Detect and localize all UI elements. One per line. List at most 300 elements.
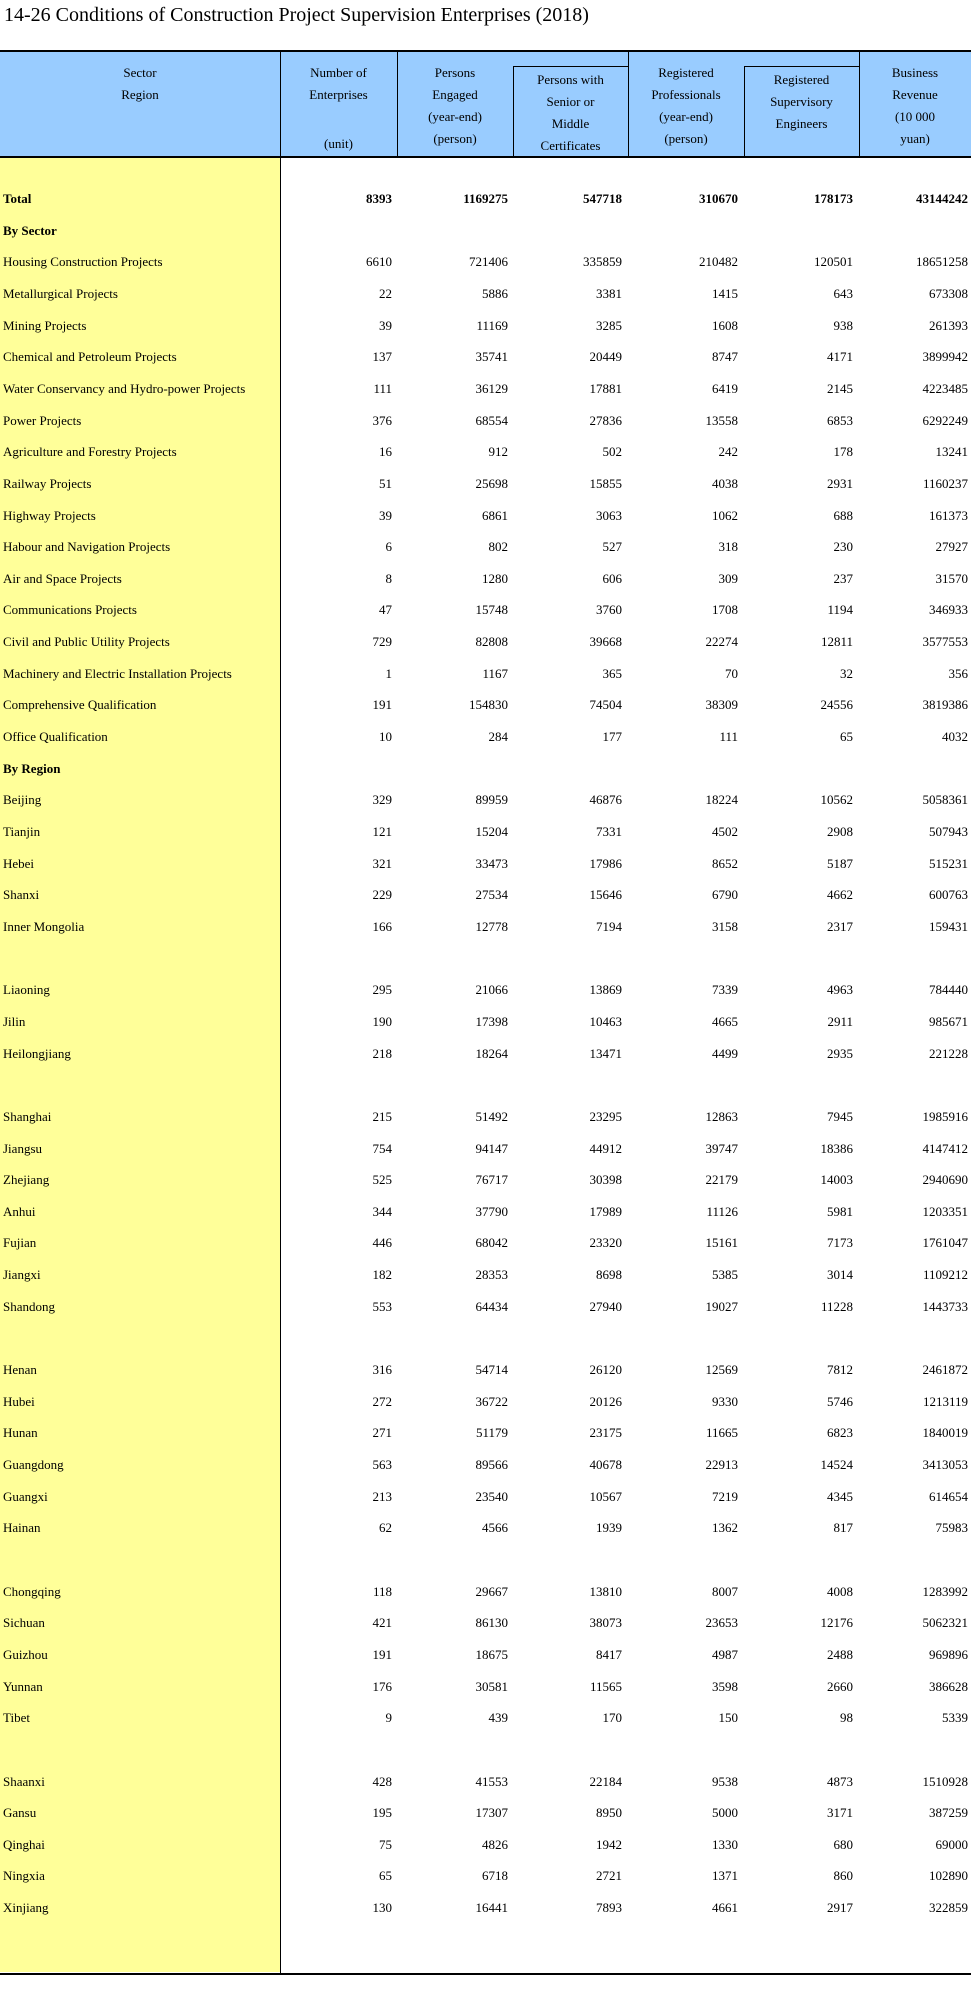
cell-value: 68042 (475, 1235, 508, 1251)
subheader-rule-left (513, 66, 628, 67)
header-sector-region-line: Region (121, 87, 159, 102)
cell-value: 3899942 (922, 349, 968, 365)
table-row (0, 568, 971, 590)
cell-value: 89959 (475, 792, 508, 808)
cell-value: 5000 (712, 1805, 738, 1821)
cell-value: 3014 (827, 1267, 853, 1283)
cell-value: 237 (833, 570, 853, 586)
cell-value: 421 (372, 1615, 392, 1631)
table-row (0, 188, 971, 210)
table-row (0, 1043, 971, 1065)
cell-value: 5187 (827, 855, 853, 871)
table-row (0, 599, 971, 621)
row-label: Hebei (3, 855, 35, 871)
cell-value: 221228 (929, 1045, 968, 1061)
cell-value: 13869 (589, 982, 622, 998)
cell-value: 614654 (929, 1488, 968, 1504)
cell-value: 1362 (712, 1520, 738, 1536)
cell-value: 39747 (705, 1140, 738, 1156)
cell-value: 817 (833, 1520, 853, 1536)
cell-value: 547718 (583, 191, 622, 206)
cell-value: 15748 (475, 602, 508, 618)
cell-value: 31570 (935, 570, 968, 586)
cell-value: 5746 (827, 1393, 853, 1409)
header-number-of-enterprises-line: Number of (310, 65, 367, 80)
cell-value: 1169275 (463, 191, 508, 206)
cell-value: 15161 (705, 1235, 738, 1251)
cell-value: 230 (833, 539, 853, 555)
cell-value: 191 (372, 697, 392, 713)
row-label: Guizhou (3, 1646, 48, 1662)
header-registered-supervisory-engineers-line: Engineers (775, 116, 828, 131)
cell-value: 47 (379, 602, 392, 618)
cell-value: 11665 (705, 1425, 738, 1441)
cell-value: 51492 (475, 1108, 508, 1124)
table-row (0, 1802, 971, 1824)
cell-value: 4665 (712, 1013, 738, 1029)
cell-value: 912 (488, 444, 508, 460)
cell-value: 191 (372, 1646, 392, 1662)
cell-value: 553 (372, 1298, 392, 1314)
cell-value: 12863 (705, 1108, 738, 1124)
cell-value: 51 (379, 475, 392, 491)
cell-value: 284 (488, 729, 508, 745)
cell-value: 1939 (596, 1520, 622, 1536)
cell-value: 21066 (475, 982, 508, 998)
cell-value: 2908 (827, 824, 853, 839)
header-registered-professionals-line: Registered (658, 65, 714, 80)
cell-value: 27927 (935, 539, 968, 555)
cell-value: 23320 (589, 1235, 622, 1251)
cell-value: 1510928 (922, 1773, 968, 1789)
table-row (0, 1676, 971, 1698)
cell-value: 182 (372, 1267, 392, 1283)
cell-value: 428 (372, 1773, 392, 1789)
cell-value: 4345 (827, 1488, 853, 1504)
cell-value: 6823 (827, 1425, 853, 1441)
cell-value: 170 (602, 1710, 622, 1726)
cell-value: 802 (488, 539, 508, 555)
cell-value: 30581 (475, 1678, 508, 1694)
table-row (0, 1296, 971, 1318)
cell-value: 295 (372, 982, 392, 998)
table-row (0, 979, 971, 1001)
cell-value: 8393 (366, 191, 392, 206)
row-label: Civil and Public Utility Projects (3, 634, 170, 650)
cell-value: 335859 (583, 254, 622, 270)
table-row (0, 1897, 971, 1919)
cell-value: 1371 (712, 1868, 738, 1884)
cell-value: 5385 (712, 1267, 738, 1283)
row-label: Communications Projects (3, 602, 137, 618)
cell-value: 75 (379, 1836, 392, 1852)
column-divider (397, 50, 398, 157)
statistics-table (0, 50, 971, 1975)
cell-value: 16441 (475, 1900, 508, 1916)
header-business-revenue-line: Revenue (892, 87, 938, 102)
cell-value: 310670 (699, 191, 738, 206)
table-row (0, 1169, 971, 1191)
table-row (0, 473, 971, 495)
cell-value: 985671 (929, 1013, 968, 1029)
cell-value: 4661 (712, 1900, 738, 1916)
cell-value: 2488 (827, 1646, 853, 1662)
table-row (0, 1865, 971, 1887)
header-business-revenue-line: (10 000 (894, 109, 936, 124)
table-row (0, 220, 971, 242)
cell-value: 507943 (929, 824, 968, 839)
cell-value: 321 (372, 855, 392, 871)
cell-value: 38073 (589, 1615, 622, 1631)
cell-value: 11169 (476, 317, 508, 333)
cell-value: 120501 (814, 254, 853, 270)
cell-value: 7339 (712, 982, 738, 998)
cell-value: 6718 (482, 1868, 508, 1884)
subheader-rule-right (744, 66, 859, 67)
table-row (0, 1581, 971, 1603)
cell-value: 1443733 (922, 1298, 968, 1314)
table-row (0, 1517, 971, 1539)
table-row (0, 1232, 971, 1254)
table-row-spacer (0, 948, 971, 970)
cell-value: 1203351 (922, 1203, 968, 1219)
header-persons-engaged-line: Engaged (432, 87, 478, 102)
row-label: Jiangxi (3, 1267, 41, 1283)
table-row-spacer (0, 1739, 971, 1761)
cell-value: 673308 (929, 285, 968, 301)
cell-value: 4171 (827, 349, 853, 365)
table-row (0, 1359, 971, 1381)
cell-value: 1608 (712, 317, 738, 333)
cell-value: 12778 (475, 918, 508, 934)
column-divider (859, 50, 860, 157)
cell-value: 3158 (712, 918, 738, 934)
table-row (0, 283, 971, 305)
cell-value: 18675 (475, 1646, 508, 1662)
cell-value: 11565 (589, 1678, 622, 1694)
header-registered-professionals-line: Professionals (651, 87, 721, 102)
cell-value: 20449 (589, 349, 622, 365)
cell-value: 7219 (712, 1488, 738, 1504)
row-label: Fujian (3, 1235, 37, 1251)
cell-value: 3819386 (922, 697, 968, 713)
cell-value: 2145 (827, 380, 853, 396)
row-label: By Sector (3, 222, 57, 238)
cell-value: 22274 (705, 634, 738, 650)
cell-value: 121 (372, 824, 392, 839)
cell-value: 1942 (596, 1836, 622, 1852)
row-label: Power Projects (3, 412, 82, 428)
cell-value: 860 (833, 1868, 853, 1884)
table-row-spacer (0, 1549, 971, 1571)
table-row-spacer (0, 1327, 971, 1349)
cell-value: 4662 (827, 887, 853, 903)
cell-value: 36722 (475, 1393, 508, 1409)
cell-value: 5981 (827, 1203, 853, 1219)
row-label: Henan (3, 1362, 37, 1378)
cell-value: 86130 (475, 1615, 508, 1631)
cell-value: 19027 (705, 1298, 738, 1314)
cell-value: 11228 (820, 1298, 853, 1314)
header-persons-with-certificates-line: Persons with (537, 72, 604, 87)
cell-value: 4032 (942, 729, 968, 745)
cell-value: 17398 (475, 1013, 508, 1029)
cell-value: 6419 (712, 380, 738, 396)
header-persons-with-certificates-line: Middle (551, 116, 590, 131)
cell-value: 2911 (827, 1013, 853, 1029)
row-label: Housing Construction Projects (3, 254, 163, 270)
cell-value: 35741 (475, 349, 508, 365)
cell-value: 3063 (596, 507, 622, 523)
header-persons-with-certificates-line: Certificates (540, 138, 601, 153)
cell-value: 28353 (475, 1267, 508, 1283)
cell-value: 43144242 (916, 191, 968, 206)
cell-value: 8747 (712, 349, 738, 365)
cell-value: 161373 (929, 507, 968, 523)
cell-value: 65 (840, 729, 853, 745)
column-divider (513, 66, 514, 157)
cell-value: 4873 (827, 1773, 853, 1789)
cell-value: 137 (372, 349, 392, 365)
row-label: Chongqing (3, 1583, 61, 1599)
cell-value: 102890 (929, 1868, 968, 1884)
cell-value: 10 (379, 729, 392, 745)
table-row (0, 536, 971, 558)
cell-value: 37790 (475, 1203, 508, 1219)
cell-value: 17881 (589, 380, 622, 396)
cell-value: 68554 (475, 412, 508, 428)
cell-value: 8 (385, 570, 392, 586)
row-label: Total (3, 191, 32, 206)
cell-value: 721406 (469, 254, 508, 270)
column-divider (744, 66, 745, 157)
row-label: Water Conservancy and Hydro-power Projects (3, 380, 246, 396)
cell-value: 356 (948, 665, 968, 681)
cell-value: 22184 (589, 1773, 622, 1789)
header-persons-engaged-line: (year-end) (428, 109, 482, 124)
cell-value: 4008 (827, 1583, 853, 1599)
row-label: Guangxi (3, 1488, 48, 1504)
cell-value: 606 (602, 570, 622, 586)
cell-value: 9330 (712, 1393, 738, 1409)
cell-value: 3413053 (922, 1457, 968, 1472)
row-label: Hainan (3, 1520, 41, 1536)
table-row (0, 1644, 971, 1666)
cell-value: 525 (372, 1172, 392, 1188)
table-row (0, 346, 971, 368)
table-row (0, 726, 971, 748)
table-row (0, 1707, 971, 1729)
cell-value: 1840019 (922, 1425, 968, 1441)
cell-value: 17307 (475, 1805, 508, 1821)
cell-value: 4502 (712, 824, 738, 839)
row-label: Shanghai (3, 1108, 52, 1124)
table-row (0, 663, 971, 685)
cell-value: 446 (372, 1235, 392, 1251)
cell-value: 12176 (820, 1615, 853, 1631)
cell-value: 346933 (929, 602, 968, 618)
row-label: Highway Projects (3, 507, 96, 523)
row-label: Chemical and Petroleum Projects (3, 349, 177, 365)
cell-value: 69000 (935, 1836, 968, 1852)
cell-value: 32 (840, 665, 853, 681)
row-label: Machinery and Electric Installation Projects (3, 665, 232, 681)
cell-value: 5062321 (922, 1615, 968, 1631)
cell-value: 23295 (589, 1108, 622, 1124)
cell-value: 563 (372, 1457, 392, 1472)
header-number-of-enterprises-unit: (unit) (324, 136, 353, 151)
cell-value: 22913 (705, 1457, 738, 1472)
table-row (0, 631, 971, 653)
cell-value: 365 (602, 665, 622, 681)
cell-value: 74504 (589, 697, 622, 713)
cell-value: 41553 (475, 1773, 508, 1789)
row-label: Shanxi (3, 887, 40, 903)
cell-value: 3285 (596, 317, 622, 333)
cell-value: 4566 (482, 1520, 508, 1536)
row-label: Hunan (3, 1425, 38, 1441)
row-label: By Region (3, 760, 61, 776)
cell-value: 1280 (482, 570, 508, 586)
cell-value: 1167 (482, 665, 508, 681)
cell-value: 176 (372, 1678, 392, 1694)
cell-value: 13558 (705, 412, 738, 428)
table-row (0, 1391, 971, 1413)
cell-value: 70 (725, 665, 738, 681)
cell-value: 9538 (712, 1773, 738, 1789)
cell-value: 4147412 (922, 1140, 968, 1156)
table-row (0, 1454, 971, 1476)
cell-value: 25698 (475, 475, 508, 491)
cell-value: 2917 (827, 1900, 853, 1916)
cell-value: 13241 (935, 444, 968, 460)
cell-value: 213 (372, 1488, 392, 1504)
cell-value: 39668 (589, 634, 622, 650)
cell-value: 3577553 (922, 634, 968, 650)
cell-value: 1 (385, 665, 392, 681)
cell-value: 6861 (482, 507, 508, 523)
table-row (0, 315, 971, 337)
cell-value: 15646 (589, 887, 622, 903)
cell-value: 6853 (827, 412, 853, 428)
row-label: Jilin (3, 1013, 26, 1029)
cell-value: 18651258 (916, 254, 968, 270)
cell-value: 643 (833, 285, 853, 301)
cell-value: 1160237 (922, 475, 968, 491)
row-label: Jiangsu (3, 1140, 42, 1156)
cell-value: 65 (379, 1868, 392, 1884)
cell-value: 23653 (705, 1615, 738, 1631)
cell-value: 62 (379, 1520, 392, 1536)
cell-value: 82808 (475, 634, 508, 650)
cell-value: 4826 (482, 1836, 508, 1852)
header-registered-professionals-line: (person) (664, 131, 708, 146)
cell-value: 1415 (712, 285, 738, 301)
cell-value: 1283992 (922, 1583, 968, 1599)
cell-value: 94147 (475, 1140, 508, 1156)
cell-value: 3381 (596, 285, 622, 301)
cell-value: 3760 (596, 602, 622, 618)
cell-value: 2317 (827, 918, 853, 934)
cell-value: 46876 (589, 792, 622, 808)
table-top-rule (0, 50, 971, 52)
cell-value: 177 (602, 729, 622, 745)
cell-value: 502 (602, 444, 622, 460)
cell-value: 688 (833, 507, 853, 523)
table-row (0, 1422, 971, 1444)
table-row (0, 1486, 971, 1508)
cell-value: 154830 (469, 697, 508, 713)
cell-value: 54714 (475, 1362, 508, 1378)
row-label: Zhejiang (3, 1172, 50, 1188)
cell-value: 27534 (475, 887, 508, 903)
cell-value: 38309 (705, 697, 738, 713)
cell-value: 5058361 (922, 792, 968, 808)
cell-value: 387259 (929, 1805, 968, 1821)
cell-value: 30398 (589, 1172, 622, 1188)
cell-value: 8417 (596, 1646, 622, 1662)
table-row (0, 916, 971, 938)
row-label: Sichuan (3, 1615, 45, 1631)
header-persons-with-certificates-line: Senior or (546, 94, 595, 109)
cell-value: 7893 (596, 1900, 622, 1916)
header-sector-region-line: Sector (123, 65, 157, 80)
row-label: Beijing (3, 792, 42, 808)
table-row (0, 1011, 971, 1033)
cell-value: 23540 (475, 1488, 508, 1504)
cell-value: 76717 (475, 1172, 508, 1188)
cell-value: 178173 (814, 191, 853, 206)
table-row (0, 505, 971, 527)
cell-value: 14003 (820, 1172, 853, 1188)
table-row (0, 694, 971, 716)
cell-value: 11126 (706, 1203, 738, 1219)
cell-value: 111 (719, 729, 738, 745)
cell-value: 1194 (827, 602, 853, 618)
cell-value: 229 (372, 887, 392, 903)
cell-value: 515231 (929, 855, 968, 871)
cell-value: 6292249 (922, 412, 968, 428)
cell-value: 784440 (929, 982, 968, 998)
cell-value: 18224 (705, 792, 738, 808)
cell-value: 2935 (827, 1045, 853, 1061)
header-bottom-rule (0, 156, 971, 158)
row-label: Ningxia (3, 1868, 45, 1884)
cell-value: 2721 (596, 1868, 622, 1884)
cell-value: 344 (372, 1203, 392, 1219)
cell-value: 159431 (929, 918, 968, 934)
table-row (0, 441, 971, 463)
cell-value: 89566 (475, 1457, 508, 1472)
cell-value: 8698 (596, 1267, 622, 1283)
cell-value: 26120 (589, 1362, 622, 1378)
cell-value: 17986 (589, 855, 622, 871)
row-label: Mining Projects (3, 317, 87, 333)
cell-value: 316 (372, 1362, 392, 1378)
row-label: Habour and Navigation Projects (3, 539, 171, 555)
cell-value: 27940 (589, 1298, 622, 1314)
cell-value: 6790 (712, 887, 738, 903)
cell-value: 15855 (589, 475, 622, 491)
cell-value: 329 (372, 792, 392, 808)
cell-value: 680 (833, 1836, 853, 1852)
table-row (0, 853, 971, 875)
cell-value: 20126 (589, 1393, 622, 1409)
table-bottom-rule (0, 1973, 971, 1975)
cell-value: 318 (718, 539, 738, 555)
header-business-revenue-line: Business (891, 65, 939, 80)
row-label: Inner Mongolia (3, 918, 85, 934)
